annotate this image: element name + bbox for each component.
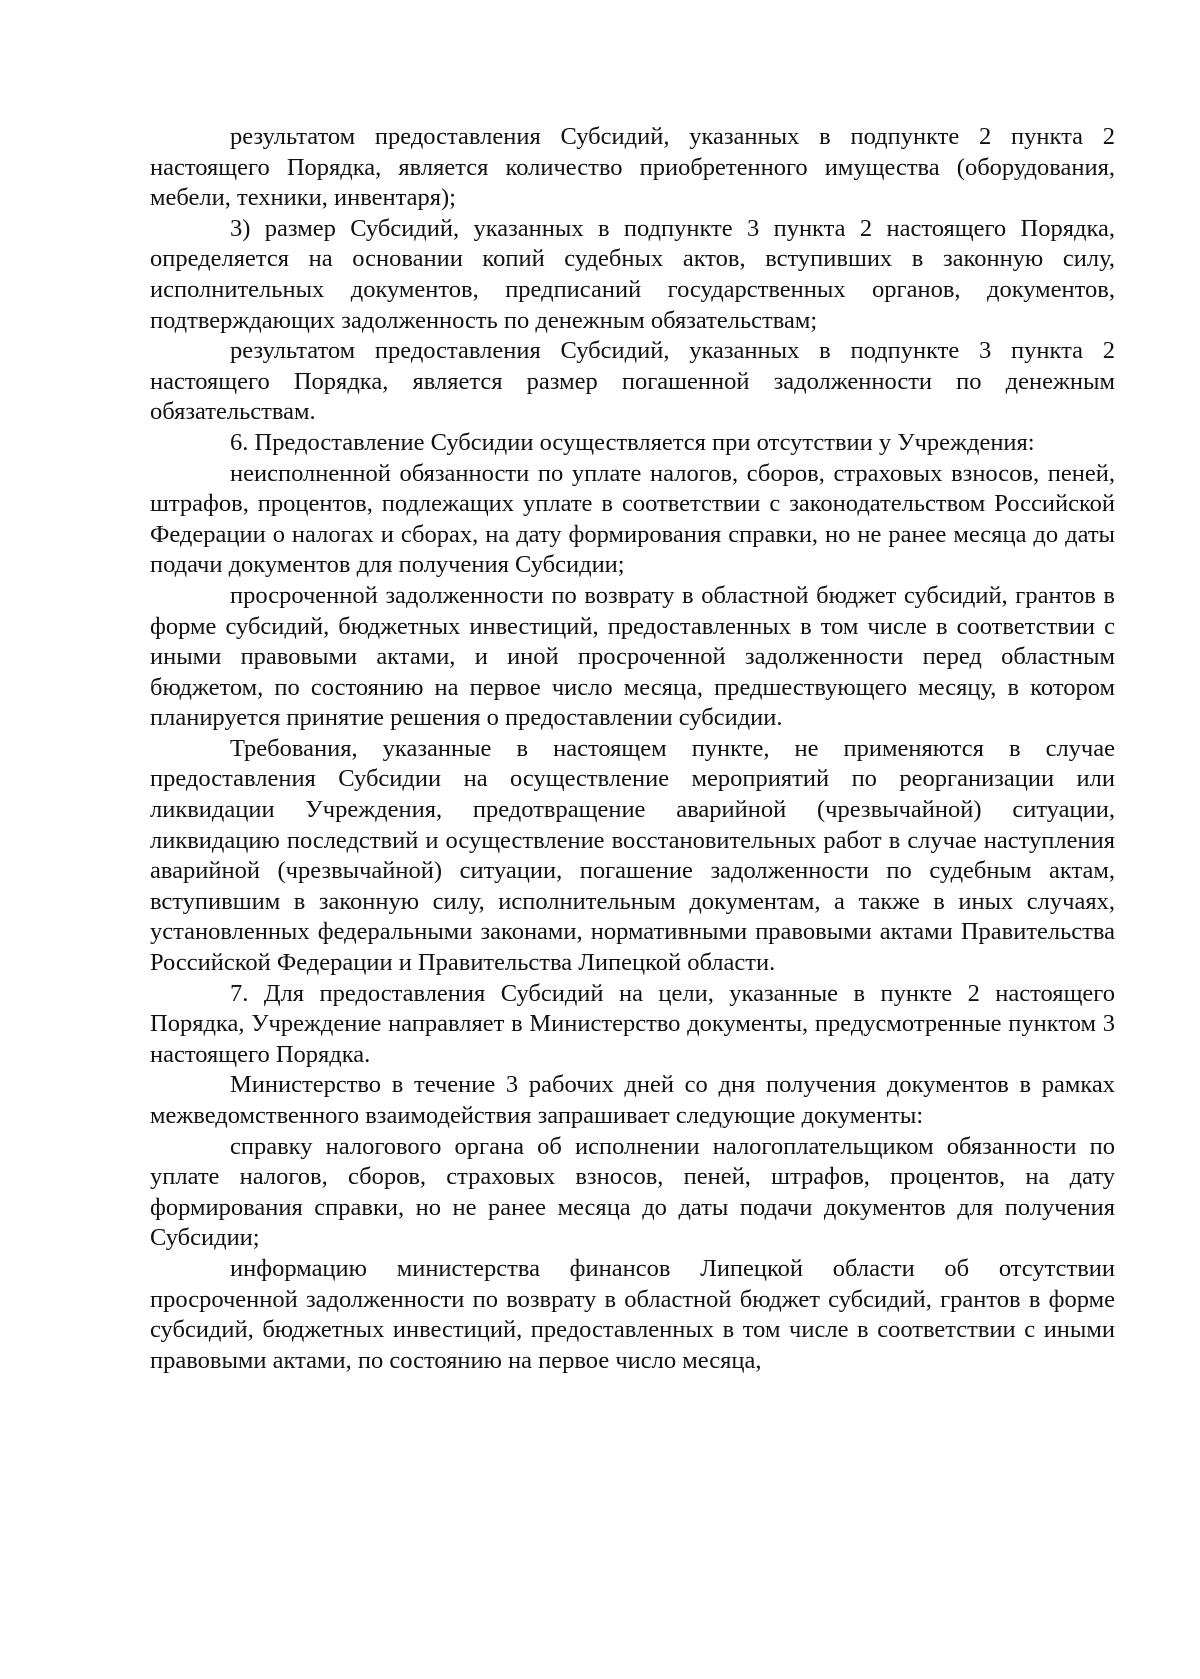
- paragraph: Требования, указанные в настоящем пункте, не применяются в случае предоставления Субсидии на осуществление мероприятий по реорганизации или ликвидации Учреждения, предотвращение аварийной (чрезвычайной) ситуации, ликвидацию последствий и осуществление восстановительных работ в случае наступления аварийной (чрезвычайной) ситуации, погашение задолженности по судебным актам, вступившим в законную силу, исполнительным документам, а также в иных случаях, установленных федеральными законами, нормативными правовыми актами Правительства Российской Федерации и Правительства Липецкой области.: [150, 734, 1115, 977]
- paragraph: результатом предоставления Субсидий, указанных в подпункте 2 пункта 2 настоящего Порядка, является количество приобретенного имущества (оборудования, мебели, техники, инвентаря);: [150, 123, 1115, 212]
- paragraph: 7. Для предоставления Субсидий на цели, указанные в пункте 2 настоящего Порядка, Учреждение направляет в Министерство документы, предусмотренные пунктом 3 настоящего Порядка.: [150, 979, 1115, 1068]
- paragraph: справку налогового органа об исполнении налогоплательщиком обязанности по уплате налогов, сборов, страховых взносов, пеней, штрафов, процентов, на дату формирования справки, но не ранее месяца до даты подачи документов для получения Субсидии;: [150, 1132, 1115, 1252]
- document-page: [150, 122, 1115, 1376]
- paragraph: неисполненной обязанности по уплате налогов, сборов, страховых взносов, пеней, штрафов, процентов, подлежащих уплате в соответствии с законодательством Российской Федерации о налогах и сборах, на дату формирования справки, но не ранее месяца до даты подачи документов для получения Субсидии;: [150, 459, 1115, 579]
- paragraph: 6. Предоставление Субсидии осуществляется при отсутствии у Учреждения:: [230, 428, 1035, 456]
- paragraph: информацию министерства финансов Липецкой области об отсутствии просроченной задолженности по возврату в областной бюджет субсидий, грантов в форме субсидий, бюджетных инвестиций, предоставленных в том числе в соответствии с иными правовыми актами, по состоянию на первое число месяца,: [150, 1254, 1115, 1374]
- paragraph: Министерство в течение 3 рабочих дней со дня получения документов в рамках межведомственного взаимодействия запрашивает следующие документы:: [150, 1071, 1115, 1129]
- paragraph: просроченной задолженности по возврату в областной бюджет субсидий, грантов в форме субсидий, бюджетных инвестиций, предоставленных в том числе в соответствии с иными правовыми актами, и иной просроченной задолженности перед областным бюджетом, по состоянию на первое число месяца, предшествующего месяцу, в котором планируется принятие решения о предоставлении субсидии.: [150, 581, 1115, 732]
- paragraph: результатом предоставления Субсидий, указанных в подпункте 3 пункта 2 настоящего Порядка, является размер погашенной задолженности по денежным обязательствам.: [150, 337, 1115, 426]
- paragraph: 3) размер Субсидий, указанных в подпункте 3 пункта 2 настоящего Порядка, определяется на основании копий судебных актов, вступивших в законную силу, исполнительных документов, предписаний государственных органов, документов, подтверждающих задолженность по денежным обязательствам;: [150, 214, 1115, 334]
